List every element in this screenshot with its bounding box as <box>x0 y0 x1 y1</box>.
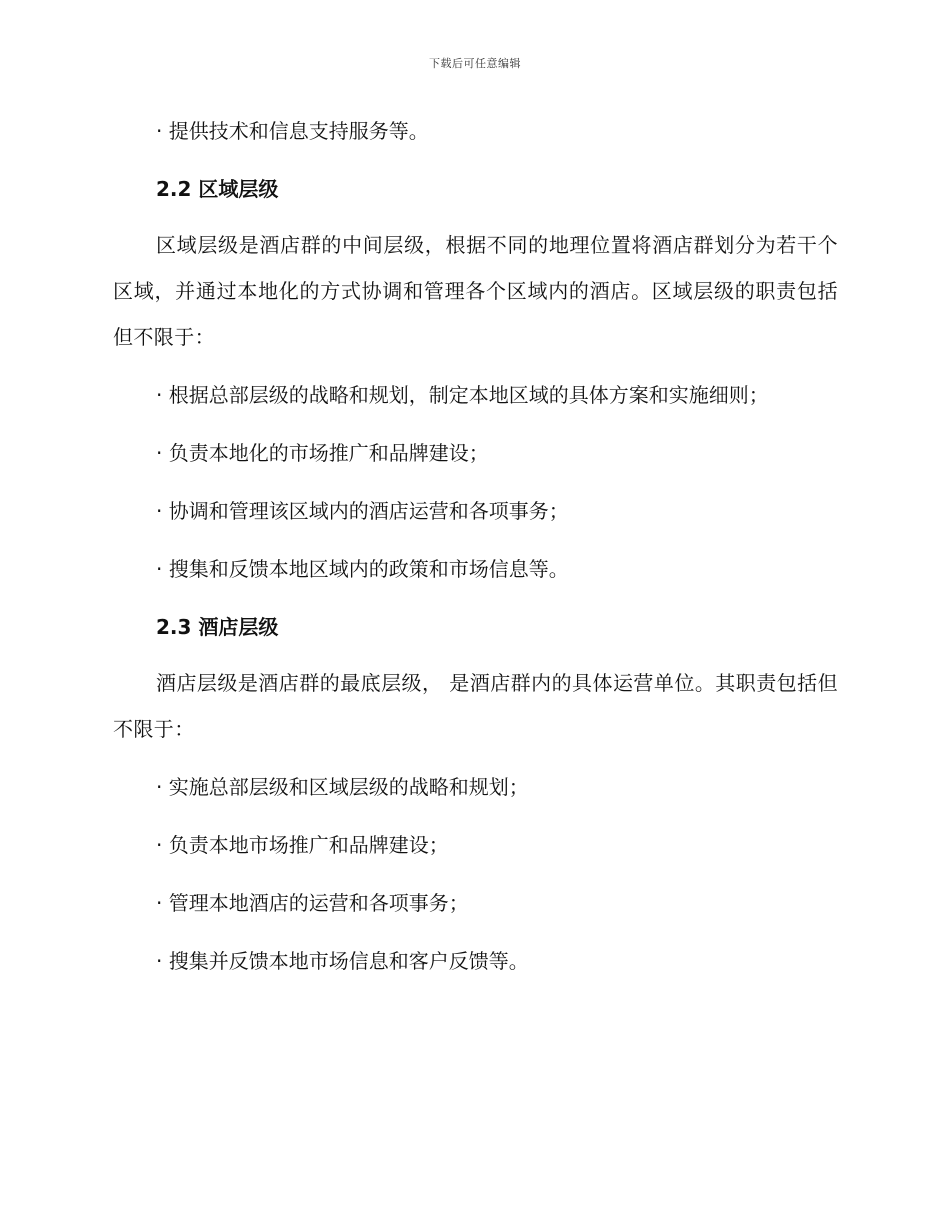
paragraph-region-level: 区域层级是酒店群的中间层级，根据不同的地理位置将酒店群划分为若干个区域，并通过本地化的方式协调和管理各个区域内的酒店。区域层级的职责包括但不限于： <box>113 233 838 349</box>
bullet-item: · 搜集和反馈本地区域内的政策和市场信息等。 <box>156 557 569 581</box>
document-body <box>113 108 838 996</box>
bullet-item: · 协调和管理该区域内的酒店运营和各项事务； <box>156 499 569 523</box>
page-header: 下载后可任意编辑 <box>429 57 521 70</box>
bullet-item: · 管理本地酒店的运营和各项事务； <box>156 891 469 915</box>
paragraph-hotel-level: 酒店层级是酒店群的最底层级， 是酒店群内的具体运营单位。其职责包括但不限于： <box>113 671 838 741</box>
section-heading-2-2: 2.2 区域层级 <box>156 177 279 201</box>
bullet-item: · 根据总部层级的战略和规划，制定本地区域的具体方案和实施细则； <box>156 383 769 407</box>
bullet-item: · 实施总部层级和区域层级的战略和规划； <box>156 775 529 799</box>
bullet-item: · 负责本地化的市场推广和品牌建设； <box>156 441 489 465</box>
bullet-item: · 负责本地市场推广和品牌建设； <box>156 833 449 857</box>
bullet-item: · 提供技术和信息支持服务等。 <box>156 119 429 143</box>
bullet-item: · 搜集并反馈本地市场信息和客户反馈等。 <box>156 949 529 973</box>
section-heading-2-3: 2.3 酒店层级 <box>156 615 279 639</box>
